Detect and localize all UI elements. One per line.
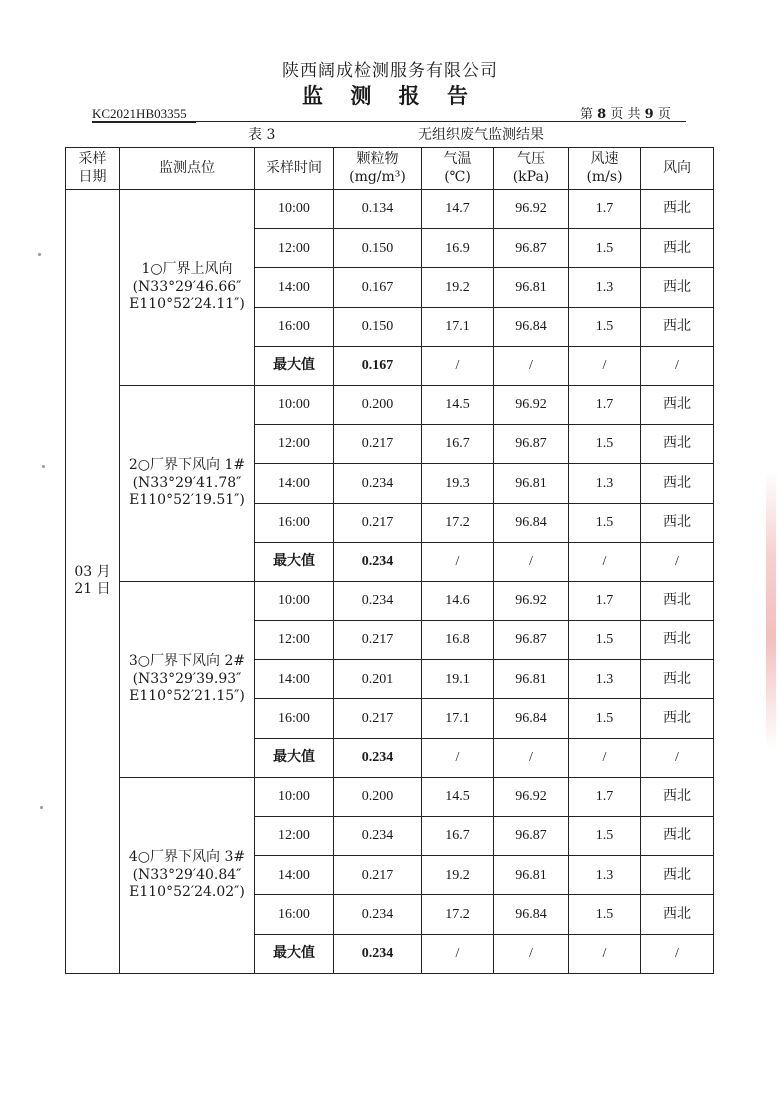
page-prefix: 第 bbox=[580, 107, 594, 122]
page-total: 9 bbox=[644, 107, 654, 122]
col-header-temp: 气温 (℃) bbox=[422, 148, 494, 190]
pressure-cell: 96.87 bbox=[494, 621, 569, 660]
particles-cell: 0.167 bbox=[334, 268, 422, 307]
pressure-cell: 96.87 bbox=[494, 817, 569, 856]
temp-cell: 17.2 bbox=[422, 503, 494, 542]
time-cell: 12:00 bbox=[255, 425, 334, 464]
wind-dir-cell: 西北 bbox=[641, 856, 714, 895]
time-cell: 14:00 bbox=[255, 856, 334, 895]
wind-dir-cell: 西北 bbox=[641, 581, 714, 620]
point-lon: E110°52′24.11″) bbox=[129, 296, 245, 313]
particles-cell: 0.234 bbox=[334, 464, 422, 503]
pressure-cell: 96.92 bbox=[494, 777, 569, 816]
point-lon: E110°52′21.15″) bbox=[129, 688, 245, 705]
table-row bbox=[66, 190, 714, 229]
pressure-cell: 96.81 bbox=[494, 856, 569, 895]
company-name: 陕西阔成检测服务有限公司 bbox=[282, 61, 498, 81]
wind-speed-cell: 1.7 bbox=[569, 385, 641, 424]
table-header-row bbox=[66, 148, 714, 190]
max-temp-cell: / bbox=[422, 934, 494, 973]
table-number: 表 3 bbox=[248, 127, 276, 143]
max-wind-speed-cell: / bbox=[569, 738, 641, 777]
wind-speed-cell: 1.3 bbox=[569, 268, 641, 307]
page-middle: 页 共 bbox=[610, 107, 641, 122]
scan-speck bbox=[40, 806, 43, 809]
sample-date-cell: 03 月 21 日 bbox=[66, 190, 120, 974]
table-row bbox=[66, 777, 714, 816]
time-cell: 16:00 bbox=[255, 699, 334, 738]
time-cell: 10:00 bbox=[255, 385, 334, 424]
temp-cell: 19.2 bbox=[422, 268, 494, 307]
monitoring-point-cell bbox=[120, 385, 255, 581]
col-header-particles: 颗粒物 (mg/m³) bbox=[334, 148, 422, 190]
time-cell: 14:00 bbox=[255, 464, 334, 503]
particles-cell: 0.150 bbox=[334, 307, 422, 346]
wind-speed-cell: 1.5 bbox=[569, 425, 641, 464]
particles-cell: 0.217 bbox=[334, 856, 422, 895]
max-temp-cell: / bbox=[422, 738, 494, 777]
monitoring-point-cell bbox=[120, 581, 255, 777]
pressure-cell: 96.92 bbox=[494, 581, 569, 620]
seal-edge-stamp bbox=[766, 470, 776, 750]
max-particles-cell: 0.167 bbox=[334, 346, 422, 385]
temp-cell: 16.8 bbox=[422, 621, 494, 660]
temp-cell: 14.6 bbox=[422, 581, 494, 620]
particles-cell: 0.200 bbox=[334, 777, 422, 816]
col-header-date: 采样 日期 bbox=[66, 148, 120, 190]
header-divider bbox=[92, 121, 686, 122]
pressure-cell: 96.84 bbox=[494, 895, 569, 934]
pressure-cell: 96.81 bbox=[494, 464, 569, 503]
table-body bbox=[66, 190, 714, 974]
wind-dir-cell: 西北 bbox=[641, 385, 714, 424]
wind-dir-cell: 西北 bbox=[641, 895, 714, 934]
pressure-cell: 96.84 bbox=[494, 307, 569, 346]
pressure-cell: 96.81 bbox=[494, 268, 569, 307]
max-particles-cell: 0.234 bbox=[334, 738, 422, 777]
temp-cell: 14.7 bbox=[422, 190, 494, 229]
temp-cell: 17.2 bbox=[422, 895, 494, 934]
point-name: 3○厂界下风向 2# bbox=[128, 653, 246, 670]
wind-speed-cell: 1.5 bbox=[569, 503, 641, 542]
temp-cell: 14.5 bbox=[422, 777, 494, 816]
max-particles-cell: 0.234 bbox=[334, 542, 422, 581]
wind-dir-cell: 西北 bbox=[641, 503, 714, 542]
wind-speed-cell: 1.5 bbox=[569, 817, 641, 856]
pressure-cell: 96.87 bbox=[494, 425, 569, 464]
wind-dir-cell: 西北 bbox=[641, 699, 714, 738]
particles-cell: 0.217 bbox=[334, 621, 422, 660]
pressure-cell: 96.92 bbox=[494, 385, 569, 424]
time-cell: 14:00 bbox=[255, 660, 334, 699]
particles-cell: 0.217 bbox=[334, 699, 422, 738]
wind-speed-cell: 1.7 bbox=[569, 581, 641, 620]
max-temp-cell: / bbox=[422, 542, 494, 581]
wind-speed-cell: 1.5 bbox=[569, 895, 641, 934]
time-cell: 10:00 bbox=[255, 581, 334, 620]
report-number: KC2021HB03355 bbox=[92, 106, 196, 123]
wind-dir-cell: 西北 bbox=[641, 621, 714, 660]
temp-cell: 19.1 bbox=[422, 660, 494, 699]
max-label-cell: 最大值 bbox=[255, 934, 334, 973]
max-label-cell: 最大值 bbox=[255, 346, 334, 385]
max-pressure-cell: / bbox=[494, 738, 569, 777]
time-cell: 16:00 bbox=[255, 895, 334, 934]
particles-cell: 0.234 bbox=[334, 895, 422, 934]
point-lon: E110°52′19.51″) bbox=[129, 492, 245, 509]
page-indicator bbox=[580, 103, 671, 122]
max-label-cell: 最大值 bbox=[255, 738, 334, 777]
point-name: 1○厂界上风向 bbox=[141, 261, 233, 278]
max-wind-dir-cell: / bbox=[641, 542, 714, 581]
scan-speck bbox=[38, 253, 41, 256]
table-row bbox=[66, 581, 714, 620]
wind-dir-cell: 西北 bbox=[641, 660, 714, 699]
max-wind-dir-cell: / bbox=[641, 346, 714, 385]
temp-cell: 16.7 bbox=[422, 817, 494, 856]
particles-cell: 0.200 bbox=[334, 385, 422, 424]
time-cell: 10:00 bbox=[255, 777, 334, 816]
pressure-cell: 96.87 bbox=[494, 229, 569, 268]
particles-cell: 0.217 bbox=[334, 503, 422, 542]
temp-cell: 19.3 bbox=[422, 464, 494, 503]
table-row bbox=[66, 385, 714, 424]
page-current: 8 bbox=[597, 107, 607, 122]
wind-speed-cell: 1.3 bbox=[569, 660, 641, 699]
max-wind-speed-cell: / bbox=[569, 346, 641, 385]
wind-dir-cell: 西北 bbox=[641, 464, 714, 503]
wind-dir-cell: 西北 bbox=[641, 817, 714, 856]
time-cell: 16:00 bbox=[255, 503, 334, 542]
wind-speed-cell: 1.7 bbox=[569, 190, 641, 229]
max-wind-speed-cell: / bbox=[569, 542, 641, 581]
point-lon: E110°52′24.02″) bbox=[129, 884, 245, 901]
pressure-cell: 96.92 bbox=[494, 190, 569, 229]
wind-speed-cell: 1.3 bbox=[569, 464, 641, 503]
particles-cell: 0.217 bbox=[334, 425, 422, 464]
particles-cell: 0.201 bbox=[334, 660, 422, 699]
col-header-wind-dir: 风向 bbox=[641, 148, 714, 190]
wind-dir-cell: 西北 bbox=[641, 268, 714, 307]
max-pressure-cell: / bbox=[494, 346, 569, 385]
wind-dir-cell: 西北 bbox=[641, 229, 714, 268]
report-title: 监 测 报 告 bbox=[302, 83, 478, 108]
monitoring-results-table bbox=[65, 147, 714, 974]
wind-dir-cell: 西北 bbox=[641, 777, 714, 816]
col-header-time: 采样时间 bbox=[255, 148, 334, 190]
pressure-cell: 96.81 bbox=[494, 660, 569, 699]
wind-speed-cell: 1.5 bbox=[569, 229, 641, 268]
col-header-point: 监测点位 bbox=[120, 148, 255, 190]
page-suffix: 页 bbox=[657, 107, 671, 122]
time-cell: 12:00 bbox=[255, 229, 334, 268]
max-wind-dir-cell: / bbox=[641, 738, 714, 777]
time-cell: 12:00 bbox=[255, 621, 334, 660]
point-lat: (N33°29′46.66″ bbox=[132, 278, 242, 295]
temp-cell: 14.5 bbox=[422, 385, 494, 424]
wind-speed-cell: 1.5 bbox=[569, 621, 641, 660]
max-label-cell: 最大值 bbox=[255, 542, 334, 581]
wind-speed-cell: 1.7 bbox=[569, 777, 641, 816]
scan-speck bbox=[42, 465, 45, 468]
monitoring-point-cell bbox=[120, 190, 255, 386]
monitoring-point-cell bbox=[120, 777, 255, 973]
temp-cell: 16.9 bbox=[422, 229, 494, 268]
table-title: 无组织废气监测结果 bbox=[418, 127, 544, 143]
point-name: 2○厂界下风向 1# bbox=[128, 457, 246, 474]
point-lat: (N33°29′39.93″ bbox=[132, 670, 242, 687]
temp-cell: 16.7 bbox=[422, 425, 494, 464]
particles-cell: 0.234 bbox=[334, 581, 422, 620]
point-name: 4○厂界下风向 3# bbox=[128, 849, 246, 866]
wind-speed-cell: 1.5 bbox=[569, 699, 641, 738]
max-pressure-cell: / bbox=[494, 934, 569, 973]
pressure-cell: 96.84 bbox=[494, 503, 569, 542]
wind-dir-cell: 西北 bbox=[641, 307, 714, 346]
max-pressure-cell: / bbox=[494, 542, 569, 581]
max-particles-cell: 0.234 bbox=[334, 934, 422, 973]
temp-cell: 19.2 bbox=[422, 856, 494, 895]
col-header-wind-speed: 风速 (m/s) bbox=[569, 148, 641, 190]
wind-speed-cell: 1.5 bbox=[569, 307, 641, 346]
max-wind-speed-cell: / bbox=[569, 934, 641, 973]
time-cell: 10:00 bbox=[255, 190, 334, 229]
temp-cell: 17.1 bbox=[422, 699, 494, 738]
max-wind-dir-cell: / bbox=[641, 934, 714, 973]
time-cell: 12:00 bbox=[255, 817, 334, 856]
pressure-cell: 96.84 bbox=[494, 699, 569, 738]
particles-cell: 0.234 bbox=[334, 817, 422, 856]
time-cell: 16:00 bbox=[255, 307, 334, 346]
temp-cell: 17.1 bbox=[422, 307, 494, 346]
col-header-pressure: 气压 (kPa) bbox=[494, 148, 569, 190]
particles-cell: 0.134 bbox=[334, 190, 422, 229]
point-lat: (N33°29′40.84″ bbox=[132, 866, 242, 883]
point-lat: (N33°29′41.78″ bbox=[132, 474, 242, 491]
wind-speed-cell: 1.3 bbox=[569, 856, 641, 895]
wind-dir-cell: 西北 bbox=[641, 190, 714, 229]
wind-dir-cell: 西北 bbox=[641, 425, 714, 464]
max-temp-cell: / bbox=[422, 346, 494, 385]
particles-cell: 0.150 bbox=[334, 229, 422, 268]
time-cell: 14:00 bbox=[255, 268, 334, 307]
